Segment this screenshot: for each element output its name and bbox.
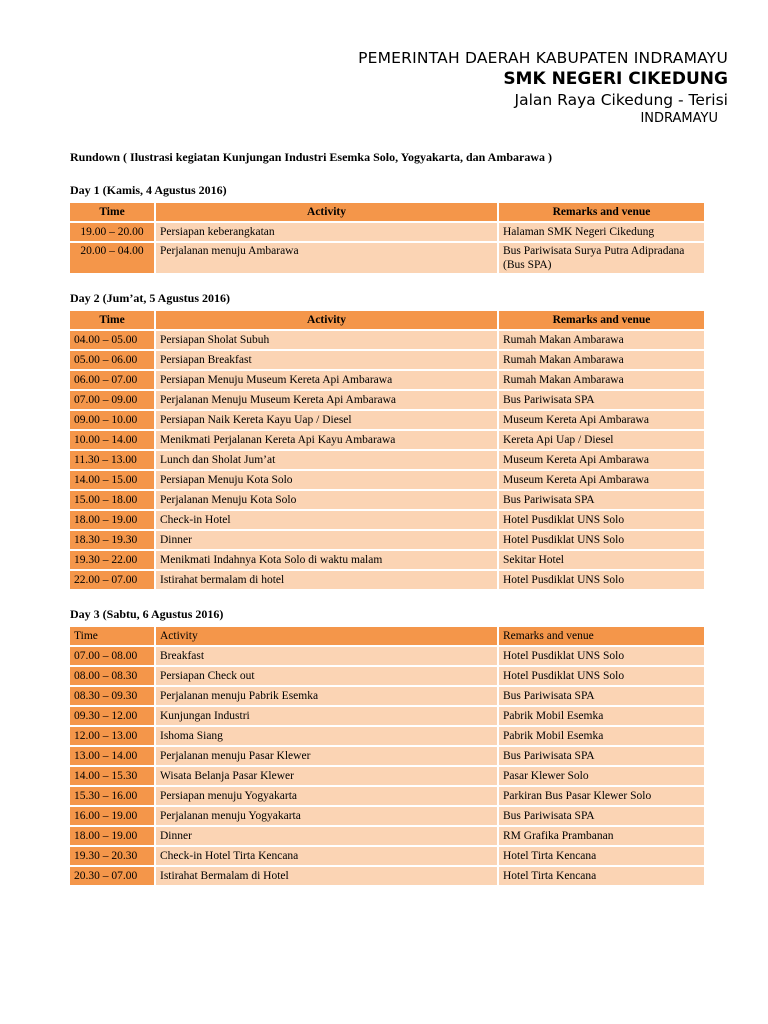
time-cell: 13.00 – 14.00 [70,747,154,765]
day-1-section [70,183,704,275]
table-row [70,491,704,509]
table-row [70,551,704,569]
activity-cell: Istirahat Bermalam di Hotel [156,867,497,885]
table-row [70,767,704,785]
table-row [70,431,704,449]
remarks-cell: Halaman SMK Negeri Cikedung [499,223,704,241]
table-row [70,827,704,845]
table-row [70,867,704,885]
activity-cell: Persiapan menuju Yogyakarta [156,787,497,805]
table-header-row [70,311,704,329]
time-cell: 14.00 – 15.00 [70,471,154,489]
table-row [70,667,704,685]
remarks-cell: Hotel Pusdiklat UNS Solo [499,647,704,665]
activity-cell: Kunjungan Industri [156,707,497,725]
table-row [70,511,704,529]
activity-cell: Istirahat bermalam di hotel [156,571,497,589]
remarks-cell: Bus Pariwisata SPA [499,687,704,705]
table-header-row [70,203,704,221]
time-cell: 18.00 – 19.00 [70,827,154,845]
time-cell: 09.30 – 12.00 [70,707,154,725]
activity-cell: Persiapan Naik Kereta Kayu Uap / Diesel [156,411,497,429]
time-cell: 07.00 – 09.00 [70,391,154,409]
schedule-table [68,625,706,887]
header-activity: Activity [156,311,497,329]
remarks-cell: Museum Kereta Api Ambarawa [499,411,704,429]
activity-cell: Lunch dan Sholat Jum’at [156,451,497,469]
activity-cell: Check-in Hotel Tirta Kencana [156,847,497,865]
table-row [70,411,704,429]
activity-cell: Perjalanan menuju Ambarawa [156,243,497,273]
header-remarks: Remarks and venue [499,311,704,329]
table-row [70,391,704,409]
letterhead [300,48,728,128]
table-row [70,727,704,745]
remarks-cell: Parkiran Bus Pasar Klewer Solo [499,787,704,805]
day-title: Day 3 (Sabtu, 6 Agustus 2016) [70,607,224,621]
activity-cell: Perjalanan Menuju Kota Solo [156,491,497,509]
table-row [70,331,704,349]
day-title: Day 1 (Kamis, 4 Agustus 2016) [70,183,227,197]
header-time: Time [70,203,154,221]
remarks-cell: Bus Pariwisata Surya Putra Adipradana (Bus SPA) [499,243,704,273]
time-cell: 04.00 – 05.00 [70,331,154,349]
table-row [70,647,704,665]
time-cell: 08.00 – 08.30 [70,667,154,685]
table-row [70,807,704,825]
activity-cell: Check-in Hotel [156,511,497,529]
remarks-cell: Bus Pariwisata SPA [499,747,704,765]
activity-cell: Persiapan Check out [156,667,497,685]
header-time: Time [70,311,154,329]
activity-cell: Wisata Belanja Pasar Klewer [156,767,497,785]
table-header-row [70,627,704,645]
header-time: Time [70,627,154,645]
remarks-cell: Hotel Pusdiklat UNS Solo [499,531,704,549]
header-remarks: Remarks and venue [499,627,704,645]
day-2-section [70,291,704,591]
remarks-cell: Hotel Pusdiklat UNS Solo [499,667,704,685]
schedule-table [68,201,706,275]
remarks-cell: Bus Pariwisata SPA [499,491,704,509]
time-cell: 20.30 – 07.00 [70,867,154,885]
time-cell: 18.00 – 19.00 [70,511,154,529]
header-activity: Activity [156,203,497,221]
activity-cell: Persiapan keberangkatan [156,223,497,241]
activity-cell: Perjalanan menuju Pabrik Esemka [156,687,497,705]
time-cell: 14.00 – 15.30 [70,767,154,785]
school-city: INDRAMAYU [640,111,718,126]
time-cell: 20.00 – 04.00 [70,243,154,273]
table-row [70,351,704,369]
remarks-cell: Museum Kereta Api Ambarawa [499,471,704,489]
table-row [70,571,704,589]
activity-cell: Persiapan Breakfast [156,351,497,369]
activity-cell: Dinner [156,531,497,549]
remarks-cell: Hotel Pusdiklat UNS Solo [499,571,704,589]
activity-cell: Menikmati Perjalanan Kereta Api Kayu Ambarawa [156,431,497,449]
school-name: SMK NEGERI CIKEDUNG [503,69,728,89]
remarks-cell: Sekitar Hotel [499,551,704,569]
table-row [70,451,704,469]
table-row [70,687,704,705]
time-cell: 07.00 – 08.00 [70,647,154,665]
table-row [70,531,704,549]
time-cell: 09.00 – 10.00 [70,411,154,429]
activity-cell: Dinner [156,827,497,845]
time-cell: 11.30 – 13.00 [70,451,154,469]
day-title: Day 2 (Jum’at, 5 Agustus 2016) [70,291,231,305]
activity-cell: Breakfast [156,647,497,665]
time-cell: 19.30 – 20.30 [70,847,154,865]
document-body [70,150,704,903]
day-3-section [70,607,704,887]
remarks-cell: Hotel Pusdiklat UNS Solo [499,511,704,529]
time-cell: 05.00 – 06.00 [70,351,154,369]
table-row [70,243,704,273]
remarks-cell: Pabrik Mobil Esemka [499,727,704,745]
remarks-cell: Rumah Makan Ambarawa [499,331,704,349]
remarks-cell: Kereta Api Uap / Diesel [499,431,704,449]
time-cell: 16.00 – 19.00 [70,807,154,825]
remarks-cell: Bus Pariwisata SPA [499,391,704,409]
activity-cell: Perjalanan menuju Pasar Klewer [156,747,497,765]
time-cell: 18.30 – 19.30 [70,531,154,549]
activity-cell: Menikmati Indahnya Kota Solo di waktu malam [156,551,497,569]
schedule-table [68,309,706,591]
time-cell: 22.00 – 07.00 [70,571,154,589]
remarks-cell: Museum Kereta Api Ambarawa [499,451,704,469]
activity-cell: Ishoma Siang [156,727,497,745]
table-row [70,847,704,865]
activity-cell: Persiapan Menuju Museum Kereta Api Ambarawa [156,371,497,389]
header-remarks: Remarks and venue [499,203,704,221]
time-cell: 15.00 – 18.00 [70,491,154,509]
time-cell: 15.30 – 16.00 [70,787,154,805]
header-activity: Activity [156,627,497,645]
table-row [70,707,704,725]
table-row [70,787,704,805]
remarks-cell: Bus Pariwisata SPA [499,807,704,825]
remarks-cell: Pabrik Mobil Esemka [499,707,704,725]
remarks-cell: Hotel Tirta Kencana [499,847,704,865]
time-cell: 06.00 – 07.00 [70,371,154,389]
table-row [70,223,704,241]
school-address: Jalan Raya Cikedung - Terisi [514,91,728,109]
time-cell: 10.00 – 14.00 [70,431,154,449]
time-cell: 19.00 – 20.00 [70,223,154,241]
activity-cell: Perjalanan menuju Yogyakarta [156,807,497,825]
time-cell: 08.30 – 09.30 [70,687,154,705]
remarks-cell: Hotel Tirta Kencana [499,867,704,885]
activity-cell: Persiapan Menuju Kota Solo [156,471,497,489]
remarks-cell: Rumah Makan Ambarawa [499,371,704,389]
time-cell: 12.00 – 13.00 [70,727,154,745]
time-cell: 19.30 – 22.00 [70,551,154,569]
table-row [70,747,704,765]
table-row [70,371,704,389]
government-name: PEMERINTAH DAERAH KABUPATEN INDRAMAYU [358,49,728,67]
activity-cell: Persiapan Sholat Subuh [156,331,497,349]
remarks-cell: RM Grafika Prambanan [499,827,704,845]
table-row [70,471,704,489]
activity-cell: Perjalanan Menuju Museum Kereta Api Ambarawa [156,391,497,409]
remarks-cell: Pasar Klewer Solo [499,767,704,785]
remarks-cell: Rumah Makan Ambarawa [499,351,704,369]
rundown-title: Rundown ( Ilustrasi kegiatan Kunjungan Industri Esemka Solo, Yogyakarta, dan Ambarawa ) [70,150,552,164]
